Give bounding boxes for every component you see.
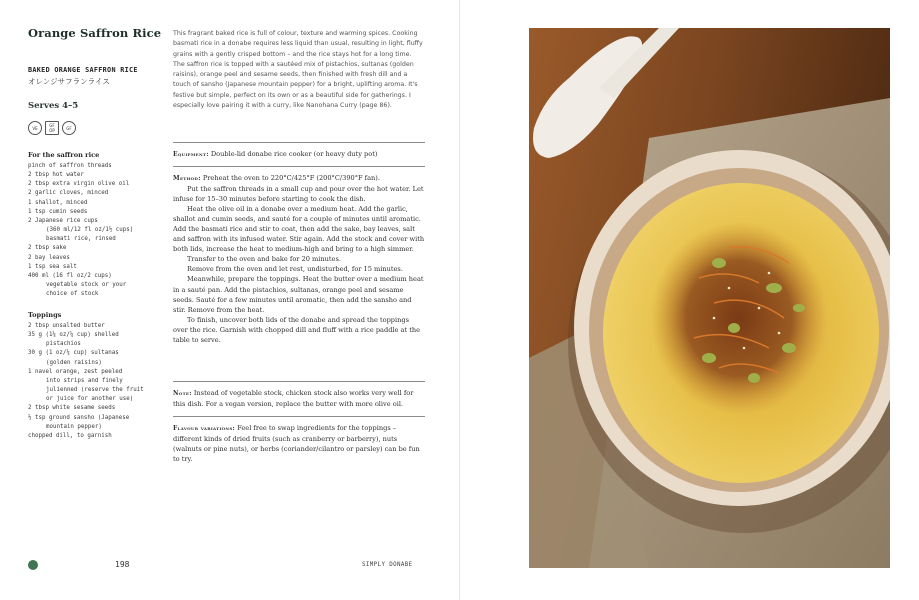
variations-section xyxy=(173,423,425,464)
ingredients-toppings xyxy=(28,311,160,441)
gluten-free-option-badge-icon: GF OP xyxy=(45,121,59,135)
ingredients-heading: For the saffron rice xyxy=(28,151,100,159)
page-gutter xyxy=(459,0,460,600)
ingredient-item: julienned (reserve the fruit xyxy=(46,387,144,394)
ingredient-item: basmati rice, rinsed xyxy=(46,236,116,243)
ingredient-item: 1 shallot, minced xyxy=(28,199,88,206)
ingredient-item: into strips and finely xyxy=(46,377,123,384)
equipment-section xyxy=(173,149,425,160)
method-label: Method: xyxy=(173,175,201,182)
dietary-badges xyxy=(28,121,76,135)
method-step: Put the saffron threads in a small cup and pour over the hot water. Let infuse for 15–30 minutes before starting to cook the dish. xyxy=(173,185,424,204)
ingredient-item: choice of stock xyxy=(46,291,99,298)
recipe-title: Orange Saffron Rice xyxy=(28,26,162,40)
page-number: 198 xyxy=(115,560,130,569)
method-section xyxy=(173,173,425,345)
equipment-text: Double-lid donabe rice cooker (or heavy duty pot) xyxy=(210,150,378,158)
ingredient-item: (golden raisins) xyxy=(46,359,102,366)
ingredient-item: mountain pepper) xyxy=(46,423,102,430)
ingredient-item: 1 navel orange, zest peeled xyxy=(28,368,123,375)
ingredient-item: pistachios xyxy=(46,341,81,348)
green-dot-icon xyxy=(28,560,38,570)
running-title: SIMPLY DONABE xyxy=(362,562,413,568)
ingredient-item: 2 tbsp white sesame seeds xyxy=(28,405,116,412)
equipment-label: Equipment: xyxy=(173,151,209,158)
note-label: Note: xyxy=(173,390,192,397)
method-step: Meanwhile, prepare the toppings. Heat the butter over a medium heat in a sauté pan. Add the pistachios, sultanas, orange peel and sesame seeds. Sauté for a few minutes until aromatic, then add the sansho and stir. Remove from the heat. xyxy=(173,275,424,314)
ingredient-item: vegetable stock or your xyxy=(46,282,127,289)
ingredient-item: 400 ml (16 fl oz/2 cups) xyxy=(28,272,112,279)
note-text: Instead of vegetable stock, chicken stock also works very well for this dish. For a vegan version, replace the butter with more olive oil. xyxy=(173,389,414,409)
ingredient-item: 2 tbsp unsalted butter xyxy=(28,323,105,329)
ingredient-item: chopped dill, to garnish xyxy=(28,432,112,439)
recipe-photo xyxy=(529,28,890,568)
ingredient-item: pinch of saffron threads xyxy=(28,163,112,169)
vegan-badge-icon: VE xyxy=(28,121,42,135)
divider xyxy=(173,166,425,167)
ingredient-item: 2 bay leaves xyxy=(28,254,70,261)
recipe-intro: This fragrant baked rice is full of colour, texture and warming spices. Cooking basmati rice in a donabe requires less liquid than usual, resulting in light, fluffy grains with a gently crisped bottom – and the rice stays hot for a long time. The saffron rice is topped with a sautéed mix of pistachios, sultanas (golden raisins), orange peel and sesame seeds, then finished with fresh dill and a touch of sansho (Japanese mountain pepper) for a bright, uplifting aroma. It's festive but simple, perfect on its own or as a beautiful side for gatherings. I especially love pairing it with a curry, like Nanohana Curry (page 86). xyxy=(173,30,423,110)
gluten-free-badge-icon: GF xyxy=(62,121,76,135)
method-step: To finish, uncover both lids of the donabe and spread the toppings over the rice. Garnish with chopped dill and fluff with a rice paddle at the table to serve. xyxy=(173,315,420,344)
ingredient-item: 2 garlic cloves, minced xyxy=(28,190,109,197)
donabe-rice-illustration xyxy=(529,28,890,568)
serves-count: Serves 4–5 xyxy=(28,101,79,111)
method-step: Remove from the oven and let rest, undisturbed, for 15 minutes. xyxy=(187,265,403,274)
ingredient-item: ½ tsp ground sansho (Japanese xyxy=(28,414,130,421)
rice-toppings xyxy=(651,222,827,414)
method-step: Heat the olive oil in a donabe over a medium heat. Add the garlic, shallot and cumin seeds, and sauté for a couple of minutes until aromatic. Add the basmati rice and stir to coat, then add the sake, bay leaves, salt and saffron with its infused water. Stir again. Add the stock and cover with both lids, increase the heat to medium-high and bring to a high simmer. xyxy=(173,205,425,254)
ingredients-heading: Toppings xyxy=(28,311,62,319)
ingredient-item: 30 g (1 oz/¼ cup) sultanas xyxy=(28,350,119,357)
divider xyxy=(173,416,425,417)
divider xyxy=(173,381,425,382)
method-step: Transfer to the oven and bake for 20 minutes. xyxy=(187,255,341,264)
ingredient-list xyxy=(28,162,160,299)
ingredient-list xyxy=(28,322,160,441)
ingredient-item: 2 tbsp extra virgin olive oil xyxy=(28,181,130,188)
ingredient-item: 2 Japanese rice cups xyxy=(28,217,98,224)
ingredient-item: 35 g (1¼ oz/¼ cup) shelled xyxy=(28,332,119,339)
recipe-subtitle-english: BAKED ORANGE SAFFRON RICE xyxy=(28,66,138,74)
method-step: Preheat the oven to 220°C/425°F (200°C/390°F fan). xyxy=(202,174,380,182)
ingredients-saffron-rice xyxy=(28,151,160,299)
note-section xyxy=(173,388,425,409)
ingredient-item: 1 tsp sea salt xyxy=(28,263,77,270)
ingredient-item: (360 ml/12 fl oz/1½ cups) xyxy=(46,227,134,234)
ingredient-item: or juice for another use) xyxy=(46,396,134,403)
variations-label: Flavour variations: xyxy=(173,425,236,432)
ingredient-item: 2 tbsp sake xyxy=(28,245,67,252)
recipe-subtitle-japanese: オレンジサフランライス xyxy=(28,77,110,86)
ingredient-item: 2 tbsp hot water xyxy=(28,172,84,179)
variations-text: Feel free to swap ingredients for the toppings – different kinds of dried fruits (such as cranberry or barberry), nuts (walnuts or pine nuts), or herbs (coriander/cilantro or parsley) can be fun to try. xyxy=(173,424,420,464)
ingredient-item: 1 tsp cumin seeds xyxy=(28,208,88,215)
divider xyxy=(173,142,425,143)
